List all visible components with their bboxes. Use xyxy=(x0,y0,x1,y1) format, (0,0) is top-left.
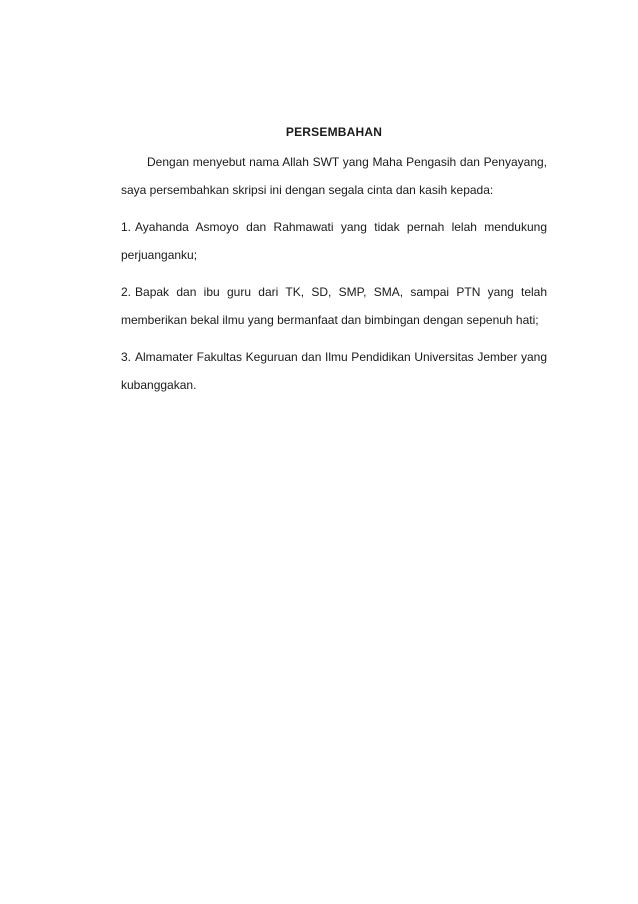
intro-paragraph: Dengan menyebut nama Allah SWT yang Maha Pengasih dan Penyayang, saya persembahkan skripsi ini dengan segala cinta dan kasih kepada: xyxy=(121,155,547,197)
item-text: Ayahanda Asmoyo dan Rahmawati yang tidak pernah lelah mendukung perjuanganku; xyxy=(121,220,547,262)
item-number: 2. xyxy=(121,285,132,299)
item-number: 3. xyxy=(121,350,132,364)
item-text: Almamater Fakultas Keguruan dan Ilmu Pendidikan Universitas Jember yang kubanggakan. xyxy=(121,350,547,392)
dedication-item xyxy=(121,278,547,334)
item-text: Bapak dan ibu guru dari TK, SD, SMP, SMA, sampai PTN yang telah memberikan bekal ilmu yang bermanfaat dan bimbingan dengan sepenuh hati; xyxy=(121,285,547,327)
page-title: PERSEMBAHAN xyxy=(285,125,383,139)
item-number: 1. xyxy=(121,220,132,234)
dedication-item xyxy=(121,343,547,399)
page-content xyxy=(121,124,547,408)
dedication-item xyxy=(121,213,547,269)
